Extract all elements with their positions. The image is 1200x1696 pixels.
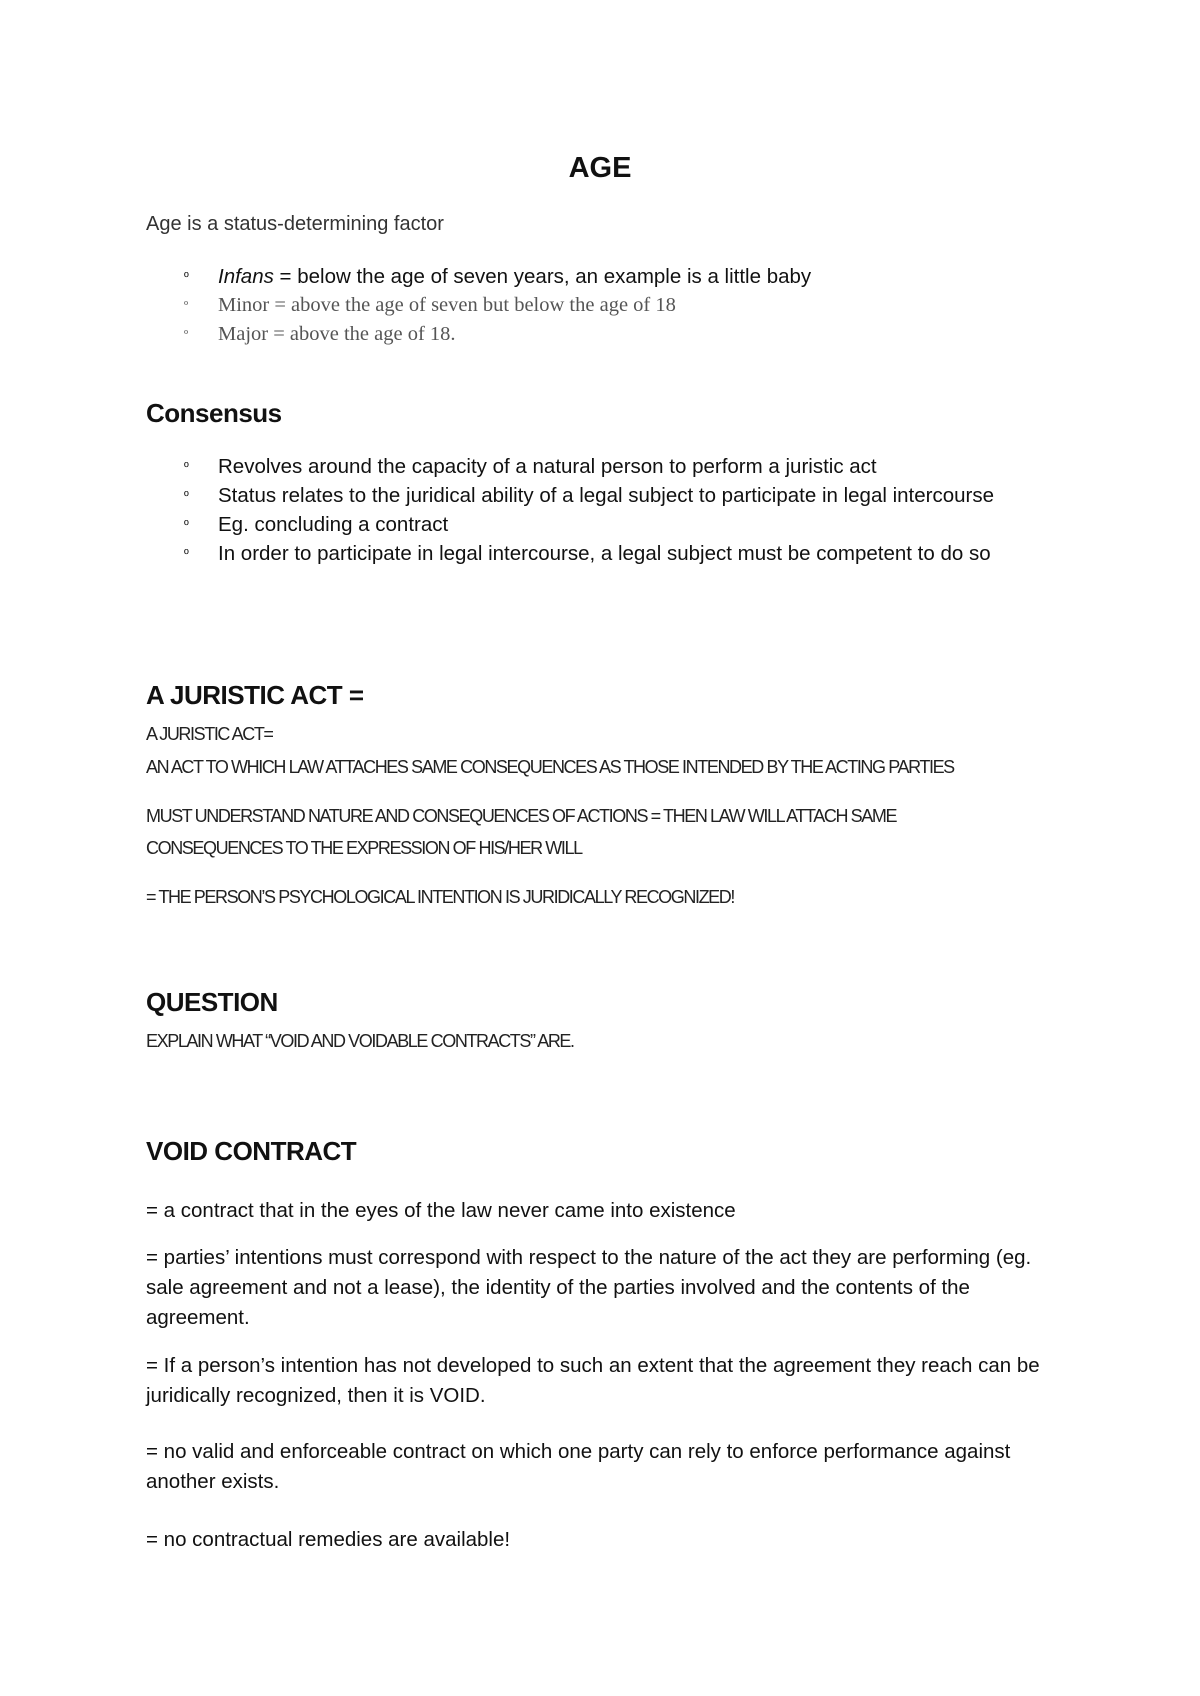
page-title: AGE [568, 152, 632, 184]
void-paragraph: = If a person’s intention has not developed to such an extent that the agreement they reach can be juridically recognized, then it is VOID. [146, 1354, 1040, 1407]
term-infans: Infans [218, 265, 274, 288]
juristic-act-definition: AN ACT TO WHICH LAW ATTACHES SAME CONSEQUENCES AS THOSE INTENDED BY THE ACTING PARTIES [146, 757, 954, 777]
void-paragraph: = no contractual remedies are available! [146, 1528, 511, 1551]
question-heading: QUESTION [146, 987, 278, 1017]
juristic-act-understanding: MUST UNDERSTAND NATURE AND CONSEQUENCES OF ACTIONS = THEN LAW WILL ATTACH SAME [146, 806, 897, 826]
bullet-marker: º [184, 327, 189, 342]
item-text: Major = above the age of 18. [218, 323, 456, 345]
bullet-marker: º [184, 546, 189, 561]
age-list [184, 262, 811, 349]
bullet-marker: º [184, 517, 189, 532]
void-paragraph: = parties’ intentions must correspond with respect to the nature of the act they are performing (eg. sale agreement and not a lease), the identity of the parties involved and the contents of the agreement. [146, 1246, 1032, 1329]
item-text: Status relates to the juridical ability of a legal subject to participate in legal intercourse [218, 484, 995, 507]
void-paragraph: = no valid and enforceable contract on which one party can rely to enforce performance against another exists. [146, 1440, 1011, 1493]
list-item [184, 481, 1064, 510]
question-text: EXPLAIN WHAT “VOID AND VOIDABLE CONTRACTS” ARE. [146, 1031, 574, 1051]
item-text: Minor = above the age of seven but below the age of 18 [218, 294, 676, 316]
intro-text: Age is a status-determining factor [146, 213, 444, 235]
list-item [184, 510, 1064, 539]
juristic-act-line: A JURISTIC ACT= [146, 724, 273, 744]
juristic-act-heading: A JURISTIC ACT = [146, 680, 364, 710]
list-item [184, 320, 811, 349]
consensus-heading: Consensus [146, 398, 282, 428]
bullet-marker: º [184, 269, 189, 284]
juristic-act-understanding-cont: CONSEQUENCES TO THE EXPRESSION OF HIS/HER WILL [146, 838, 582, 858]
item-text: Revolves around the capacity of a natural person to perform a juristic act [218, 455, 877, 478]
juristic-act-recognition: = THE PERSON’S PSYCHOLOGICAL INTENTION IS JURIDICALLY RECOGNIZED! [146, 887, 734, 907]
list-item [184, 262, 811, 291]
item-text: = below the age of seven years, an example is a little baby [273, 265, 812, 288]
item-text: In order to participate in legal intercourse, a legal subject must be competent to do so [218, 542, 991, 565]
bullet-marker: º [184, 459, 189, 474]
bullet-marker: º [184, 488, 189, 503]
item-text: Eg. concluding a contract [218, 513, 449, 536]
void-paragraph: = a contract that in the eyes of the law never came into existence [146, 1199, 736, 1222]
void-contract-heading: VOID CONTRACT [146, 1136, 357, 1166]
consensus-list [184, 452, 1064, 568]
list-item [184, 291, 811, 320]
list-item [184, 452, 1064, 481]
list-item [184, 539, 1064, 568]
bullet-marker: º [184, 298, 189, 313]
